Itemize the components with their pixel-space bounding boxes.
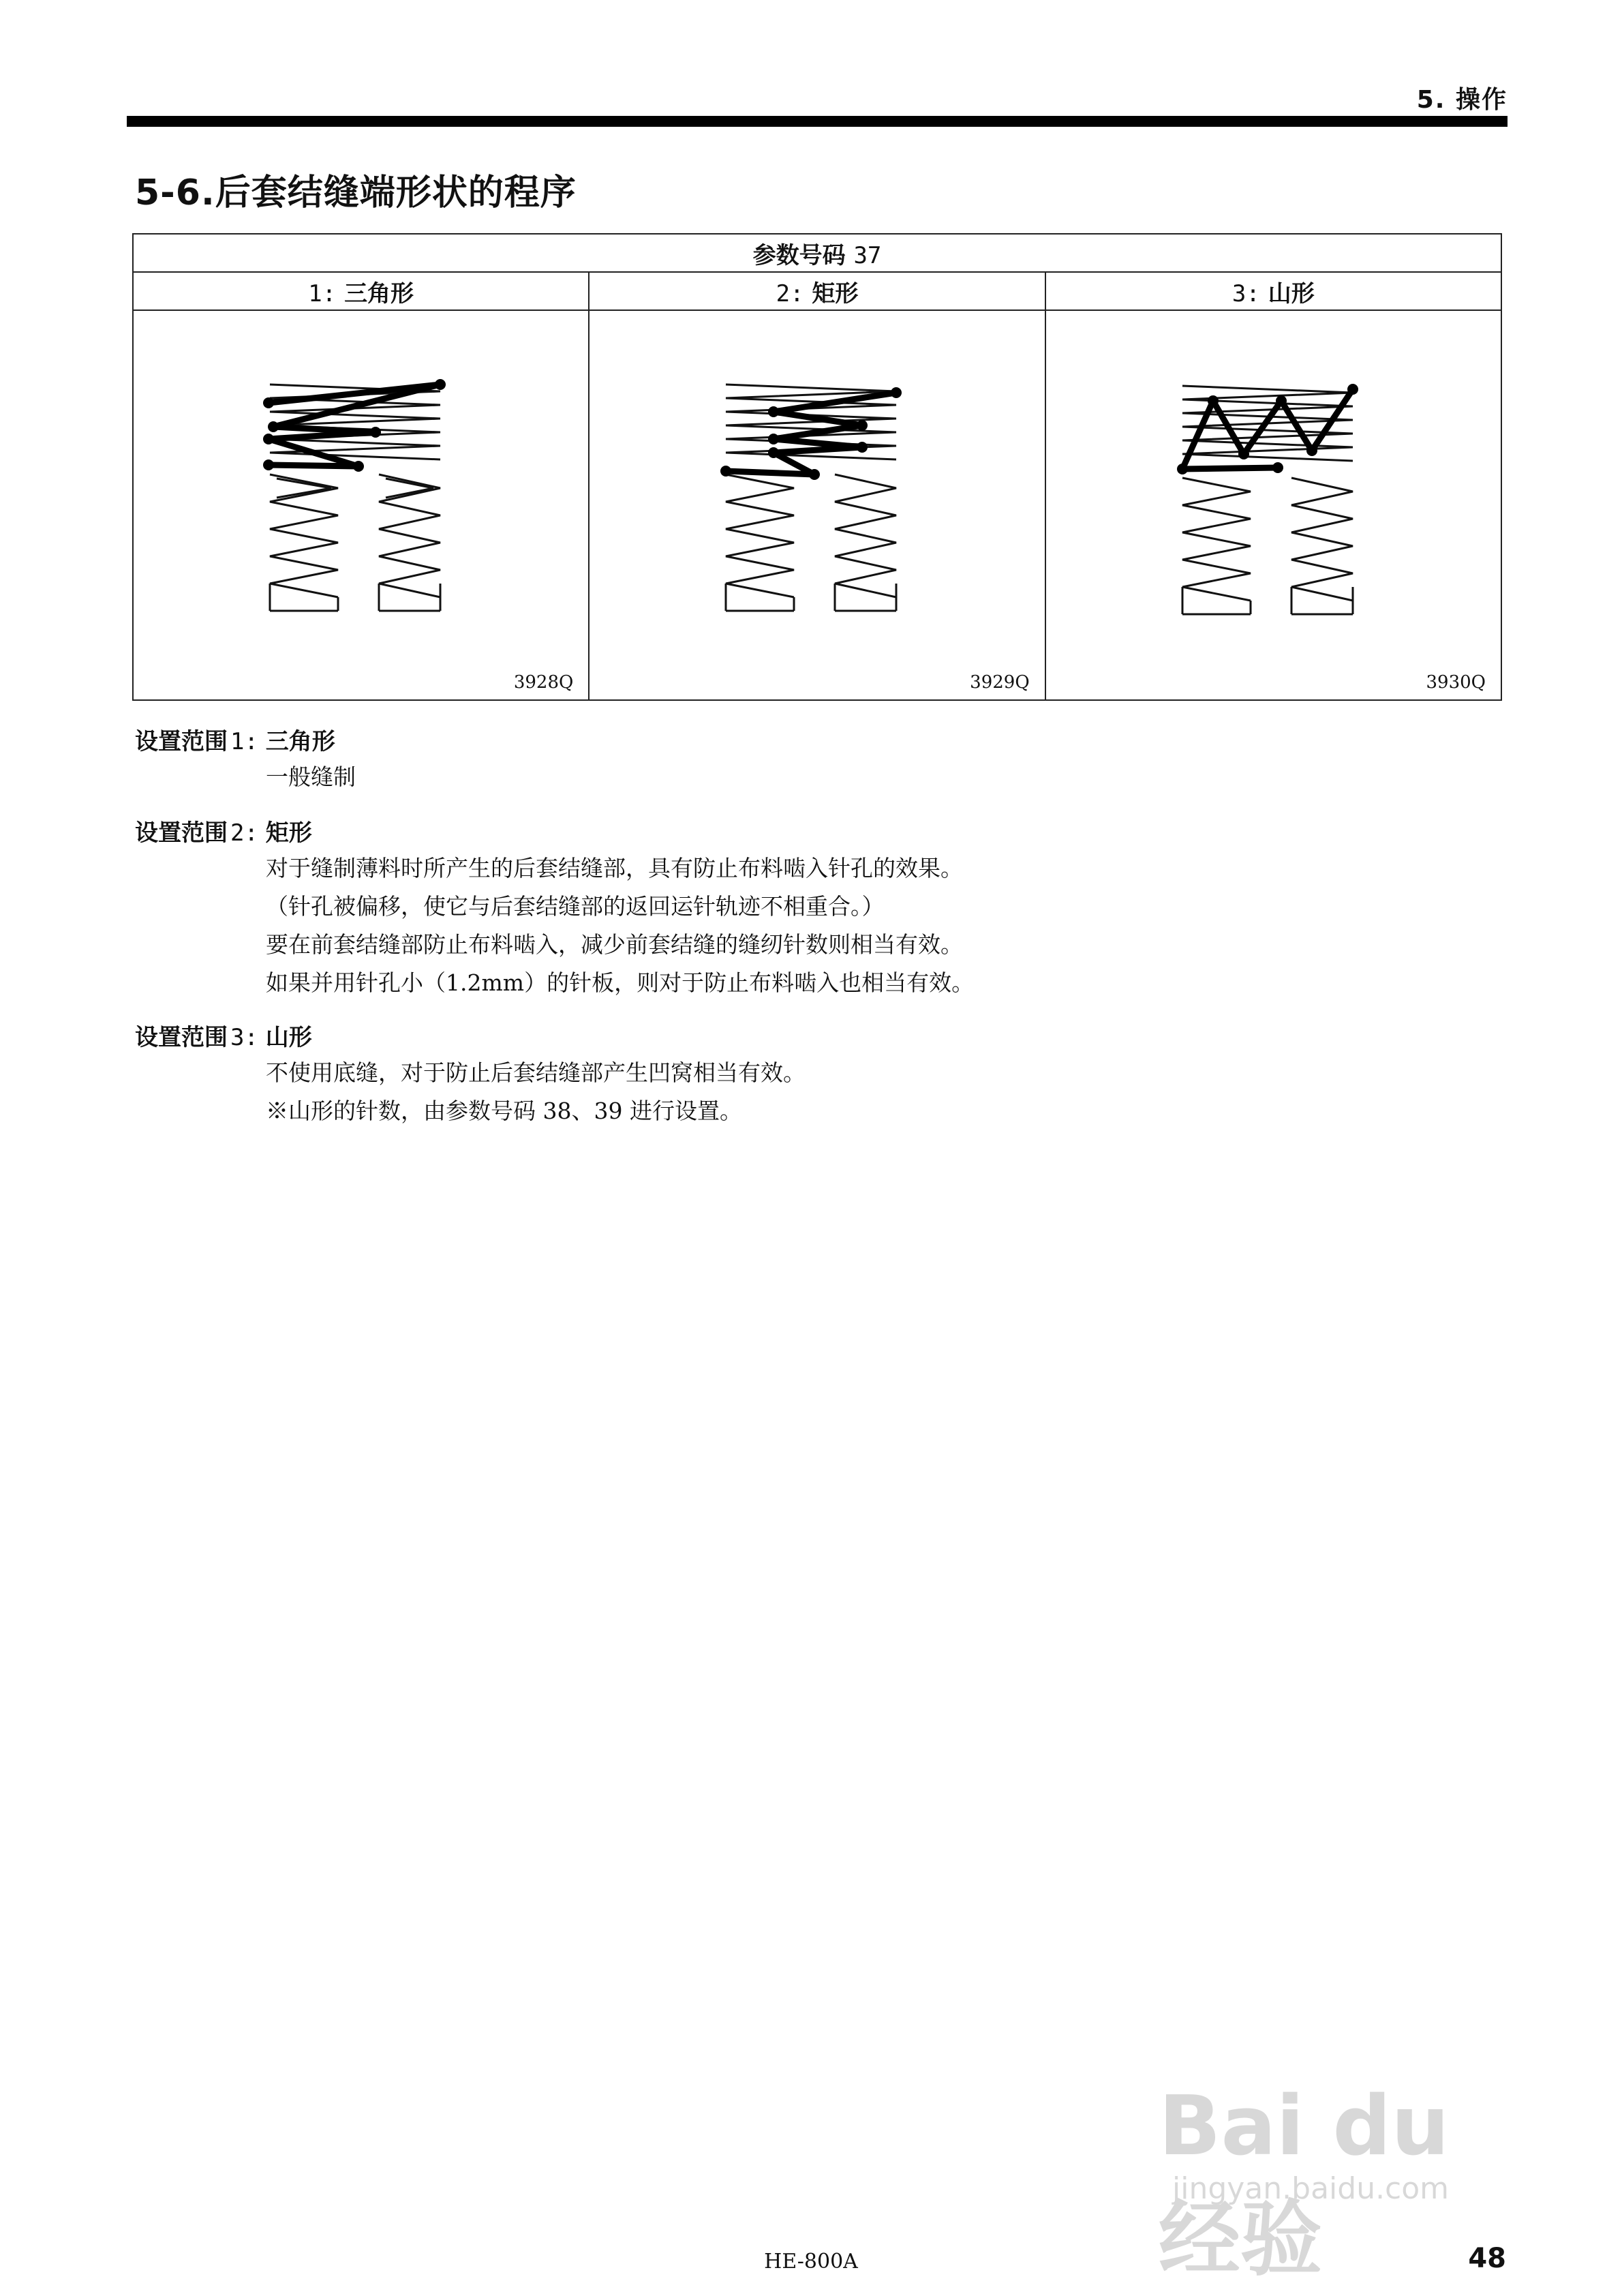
- option-header-mountain: [1045, 272, 1501, 310]
- setting-value: 山形: [265, 1024, 312, 1051]
- triangle-stitch-diagram: [134, 311, 589, 699]
- setting-heading-1: [135, 723, 335, 756]
- description-line: 如果并用针孔小（1.2mm）的针板，则对于防止布料啮入也相当有效。: [266, 969, 975, 996]
- description-line: （针孔被偏移，使它与后套结缝部的返回运针轨迹不相重合。）: [266, 893, 885, 920]
- description-line: 一般缝制: [266, 764, 356, 790]
- setting-label: 设置范围: [135, 728, 228, 755]
- setting-label: 设置范围: [135, 819, 228, 847]
- setting-heading-3: [135, 1018, 312, 1052]
- figure-cell-triangle: [133, 310, 589, 700]
- figure-code: 3929Q: [970, 672, 1030, 693]
- setting-description-1: [266, 758, 356, 796]
- parameter-header: [133, 234, 1501, 272]
- option-name: 山形: [1268, 280, 1315, 307]
- option-number: 2:: [776, 280, 804, 307]
- setting-number: 1:: [230, 728, 258, 755]
- figure-cell-mountain: [1045, 310, 1501, 700]
- figure-code: 3930Q: [1426, 672, 1486, 693]
- description-line: 不使用底缝，对于防止后套结缝部产生凹窝相当有效。: [266, 1059, 806, 1086]
- option-number: 1:: [308, 280, 337, 307]
- watermark-brand: Bai du 经验: [1159, 2079, 1450, 2287]
- setting-number: 2:: [230, 819, 258, 847]
- description-line: 要在前套结缝部防止布料啮入，减少前套结缝的缝纫针数则相当有效。: [266, 931, 963, 958]
- setting-label: 设置范围: [135, 1024, 228, 1051]
- setting-value: 三角形: [265, 728, 335, 755]
- setting-description-3: [266, 1054, 806, 1130]
- option-header-rectangle: [589, 272, 1045, 310]
- figure-code: 3928Q: [513, 672, 574, 693]
- setting-value: 矩形: [265, 819, 312, 847]
- option-name: 矩形: [812, 280, 859, 307]
- option-number: 3:: [1231, 280, 1260, 307]
- parameter-label: 参数号码: [752, 241, 846, 269]
- parameter-number: 37: [853, 241, 882, 269]
- figure-cell-rectangle: [589, 310, 1045, 700]
- setting-description-2: [266, 849, 974, 1002]
- rectangle-stitch-diagram: [590, 311, 1045, 699]
- setting-number: 3:: [230, 1024, 258, 1051]
- watermark-url: jingyan.baidu.com: [1172, 2171, 1450, 2206]
- footer-model: HE-800A: [764, 2250, 858, 2274]
- setting-heading-2: [135, 814, 312, 847]
- page-number: 48: [1468, 2243, 1506, 2274]
- description-line: 对于缝制薄料时所产生的后套结缝部，具有防止布料啮入针孔的效果。: [266, 855, 963, 881]
- option-name: 三角形: [344, 280, 414, 307]
- parameter-table: [132, 233, 1502, 701]
- section-title: 5-6.后套结缝端形状的程序: [135, 172, 577, 213]
- header-rule: [127, 116, 1508, 127]
- header-section-label: 5. 操作: [1416, 86, 1508, 114]
- mountain-stitch-diagram: [1046, 311, 1501, 699]
- description-line: ※山形的针数，由参数号码 38、39 进行设置。: [266, 1098, 742, 1124]
- option-header-triangle: [133, 272, 589, 310]
